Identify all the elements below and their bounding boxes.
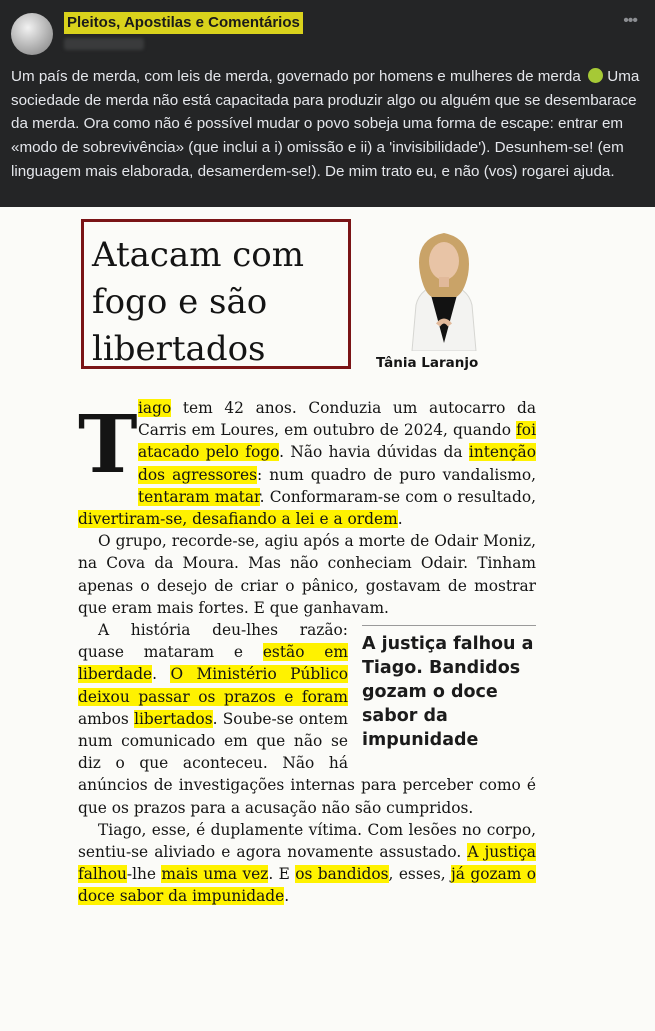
highlighted-text: tentaram matar: [138, 487, 260, 506]
highlighted-text: já gozam o doce sabor da impunidade: [78, 865, 536, 906]
body-text: A história deu-lhes razão: quase mataram e: [78, 621, 348, 662]
highlighted-text: iago: [138, 399, 172, 417]
highlighted-text: A justiça falhou: [78, 843, 536, 884]
post-text: [11, 65, 647, 184]
author-name: Tânia Laranjo: [376, 355, 479, 371]
highlighted-text: estão em liberdade: [78, 643, 348, 684]
body-text: , esses,: [388, 865, 452, 884]
body-text: . Soube-se ontem num comunicado em que não se diz o que aconteceu. Não há anúncios de investigações internas para perceber como é que os prazos para a acusação não são cumpridos.: [78, 709, 536, 817]
body-text: .: [152, 665, 171, 684]
article-paragraph: [78, 530, 536, 619]
highlighted-text: divertiram-se, desafiando a lei e a ordem: [78, 510, 398, 529]
highlighted-text: O Ministério Público deixou passar os prazos e foram: [78, 665, 348, 706]
article-paragraph: [78, 397, 536, 530]
group-name-link[interactable]: Pleitos, Apostilas e Comentários: [64, 12, 303, 34]
body-text: ambos: [78, 709, 135, 728]
pull-quote: A justiça falhou a Tiago. Bandidos gozam o doce sabor da impunidade: [362, 625, 536, 752]
post-card: [0, 0, 655, 207]
headline-box: [81, 219, 351, 369]
more-options-icon[interactable]: •••: [623, 12, 637, 29]
newspaper-clipping: [0, 207, 655, 1031]
nauseated-face-icon: [588, 68, 603, 83]
highlighted-text: foi atacado pelo fogo: [138, 421, 536, 462]
highlighted-text: mais uma vez: [161, 865, 269, 884]
highlighted-text: os bandidos: [295, 865, 389, 884]
post-text-line1: Um país de merda, com leis de merda, governado por homens e mulheres de merda: [11, 68, 581, 85]
article-paragraph: [78, 819, 536, 908]
highlighted-text: libertados: [134, 709, 213, 728]
group-avatar[interactable]: [11, 13, 53, 55]
author-photo: [398, 213, 490, 351]
post-timestamp[interactable]: [64, 38, 144, 50]
drop-cap: T: [78, 397, 138, 491]
body-text: : num quadro de puro vandalismo,: [257, 465, 536, 484]
body-text: . Conformaram-se com o resultado,: [259, 487, 536, 506]
body-text: .: [397, 510, 403, 529]
article-headline: Atacam com fogo e são libertados: [92, 235, 305, 369]
body-text: -lhe: [126, 865, 162, 884]
body-text: tem 42 anos. Conduzia um autocarro da Carris em Loures, em outubro de 2024, quando: [138, 399, 536, 440]
body-text: . Não havia dúvidas da: [279, 443, 469, 462]
article-body: [78, 397, 536, 908]
body-text: .: [284, 887, 290, 906]
highlighted-text: intenção dos agressores: [138, 443, 536, 484]
body-text: O grupo, recorde-se, agiu após a morte de Odair Moniz, na Cova da Moura. Mas não conheciam Odair. Tinham apenas o desejo de criar o pânico, gostavam de mostrar que eram mais fortes. E que ganhavam.: [78, 532, 536, 617]
body-text: . E: [268, 865, 296, 884]
post-text-rest: Uma sociedade de merda não está capacitada para produzir algo ou alguém que se desembarace da merda. Ora como não é possível mudar o povo sobeja uma forma de escape: entrar em «modo de sobrevivência» (que inclui a i) omissão e ii) a 'invisibilidade'). Desunhem-se! (em linguagem mais elaborada, desamerdem-se!). De mim trato eu, e não (vos) rogarei ajuda.: [11, 68, 640, 180]
body-text: Tiago, esse, é duplamente vítima. Com lesões no corpo, sentiu-se aliviado e agora novamente assustado.: [78, 820, 536, 862]
